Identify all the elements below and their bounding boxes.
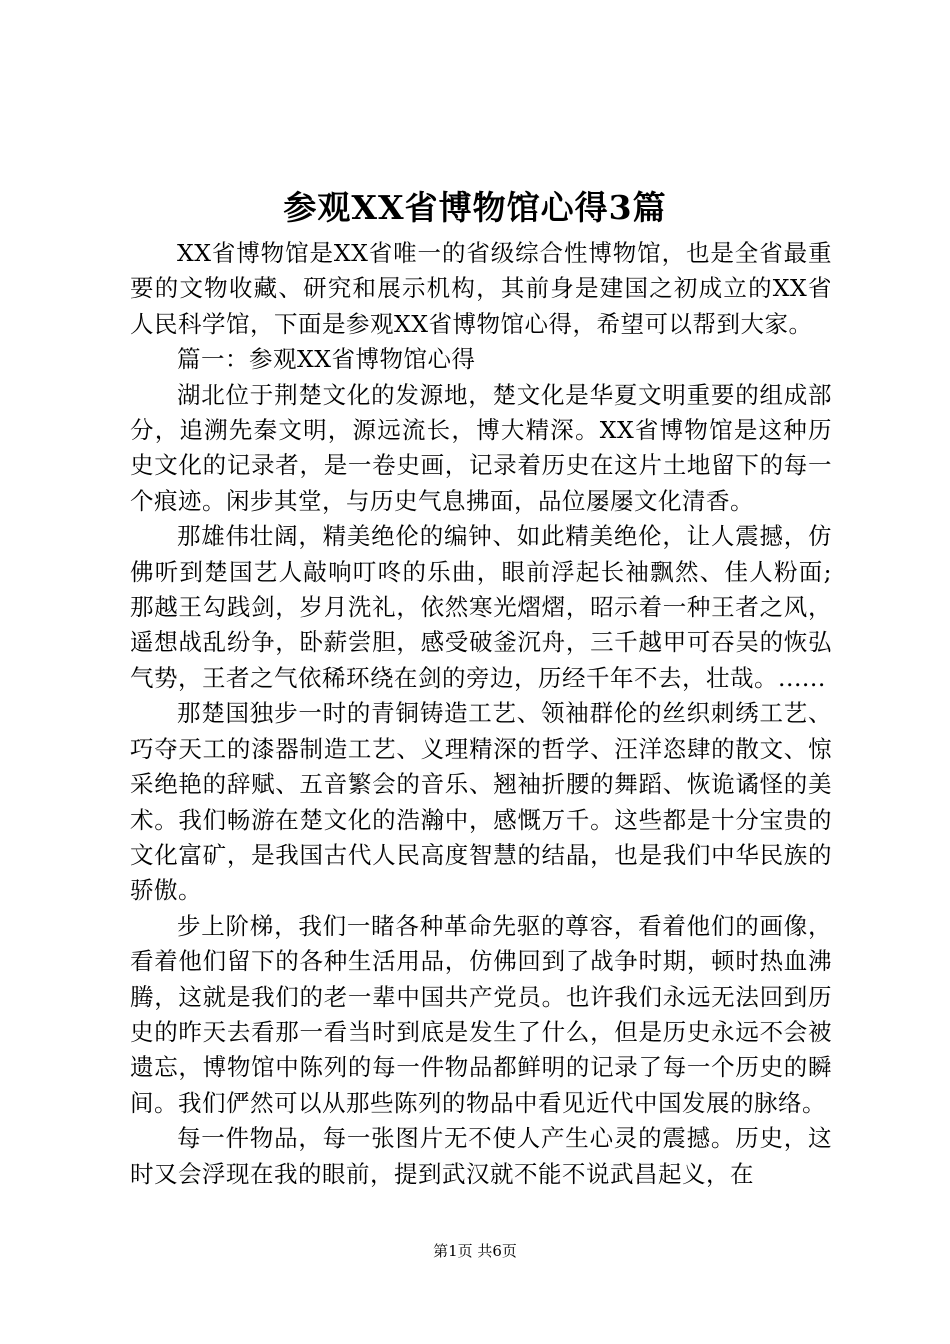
body-paragraph: 每一件物品，每一张图片无不使人产生心灵的震撼。历史，这时又会浮现在我的眼前，提到武汉就不能不说武昌起义，在 bbox=[130, 1124, 832, 1188]
document-title: 参观XX省博物馆心得3篇 bbox=[283, 188, 667, 227]
document-body bbox=[130, 236, 832, 1192]
body-paragraph: 那楚国独步一时的青铜铸造工艺、领袖群伦的丝织刺绣工艺、巧夺天工的漆器制造工艺、义理精深的哲学、汪洋恣肆的散文、惊采绝艳的辞赋、五音繁会的音乐、翘袖折腰的舞蹈、恢诡谲怪的美术。我们畅游在楚文化的浩瀚中，感慨万千。这些都是十分宝贵的文化富矿，是我国古代人民高度智慧的结晶，也是我们中华民族的骄傲。 bbox=[130, 699, 832, 905]
body-paragraph: 那雄伟壮阔，精美绝伦的编钟、如此精美绝伦，让人震撼，仿佛听到楚国艺人敲响叮咚的乐曲，眼前浮起长袖飘然、佳人粉面;那越王勾践剑，岁月洗礼，依然寒光熠熠，昭示着一种王者之风，遥想战乱纷争，卧薪尝胆，感受破釜沉舟，三千越甲可吞吴的恢弘气势，王者之气依稀环绕在剑的旁边，历经千年不去，壮哉。...... bbox=[130, 522, 832, 692]
section-heading: 篇一：参观XX省博物馆心得 bbox=[177, 345, 476, 374]
body-paragraph: 步上阶梯，我们一睹各种革命先驱的尊容，看着他们的画像，看着他们留下的各种生活用品，仿佛回到了战争时期，顿时热血沸腾，这就是我们的老一辈中国共产党员。也许我们永远无法回到历史的昨天去看那一看当时到底是发生了什么，但是历史永远不会被遗忘，博物馆中陈列的每一件物品都鲜明的记录了每一个历史的瞬间。我们俨然可以从那些陈列的物品中看见近代中国发展的脉络。 bbox=[130, 911, 832, 1117]
body-paragraph: 湖北位于荆楚文化的发源地，楚文化是华夏文明重要的组成部分，追溯先秦文明，源远流长，博大精深。XX省博物馆是这种历史文化的记录者，是一卷史画，记录着历史在这片土地留下的每一个痕迹。闲步其堂，与历史气息拂面，品位屡屡文化清香。 bbox=[130, 380, 832, 515]
intro-paragraph: XX省博物馆是XX省唯一的省级综合性博物馆，也是全省最重要的文物收藏、研究和展示机构，其前身是建国之初成立的XX省人民科学馆，下面是参观XX省博物馆心得，希望可以帮到大家。 bbox=[130, 239, 832, 338]
page-footer: 第1页 共6页 bbox=[433, 1242, 517, 1260]
